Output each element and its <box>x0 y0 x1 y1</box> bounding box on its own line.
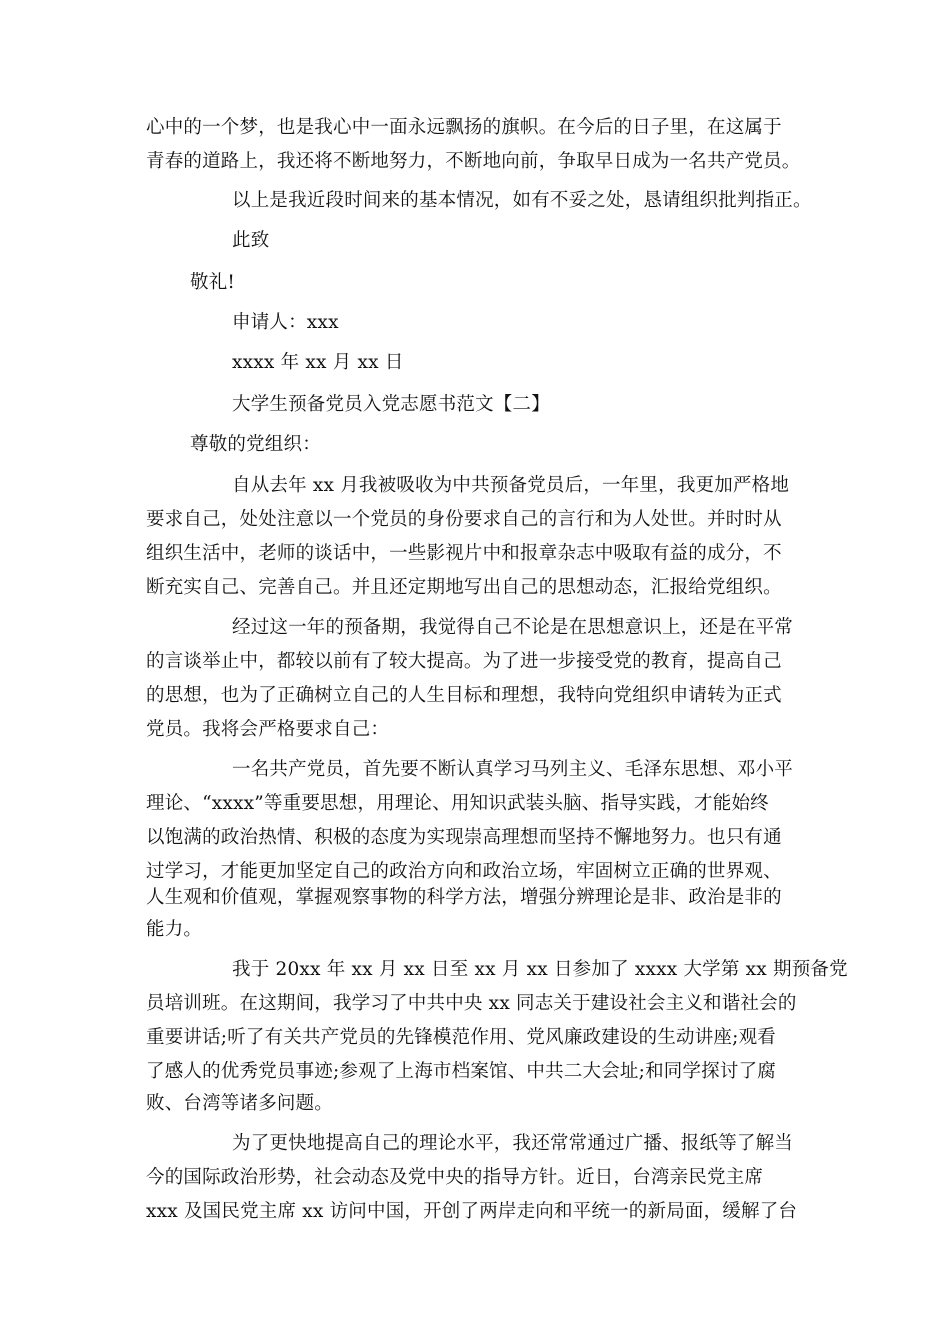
body-text-line: 能力。 <box>146 919 203 940</box>
body-text-line: 我于 20xx 年 xx 月 xx 日至 xx 月 xx 日参加了 xxxx 大学第 xx 期预备党 <box>232 959 848 980</box>
body-text-line: 自从去年 xx 月我被吸收为中共预备党员后，一年里，我更加严格地 <box>232 475 790 496</box>
salutation-line: 敬礼! <box>190 272 236 293</box>
body-text-line: 要求自己，处处注意以一个党员的身份要求自己的言行和为人处世。并时时从 <box>146 509 782 530</box>
body-text-line: 的思想，也为了正确树立自己的人生目标和理想，我特向党组织申请转为正式 <box>146 685 782 706</box>
section-heading: 大学生预备党员入党志愿书范文【二】 <box>232 394 550 415</box>
body-text-line: 断充实自己、完善自己。并且还定期地写出自己的思想动态，汇报给党组织。 <box>146 577 782 598</box>
body-text-line: xxx 及国民党主席 xx 访问中国，开创了两岸走向和平统一的新局面，缓解了台 <box>146 1201 798 1222</box>
body-text-line: 理论、“xxxx”等重要思想，用理论、用知识武装头脑、指导实践，才能始终 <box>146 793 769 814</box>
body-text-line: 今的国际政治形势，社会动态及党中央的指导方针。近日，台湾亲民党主席 <box>146 1167 764 1188</box>
body-text-line: 的言谈举止中，都较以前有了较大提高。为了进一步接受党的教育，提高自己 <box>146 651 782 672</box>
applicant-line: 申请人：xxx <box>232 312 339 333</box>
body-text-line: 为了更快地提高自己的理论水平，我还常常通过广播、报纸等了解当 <box>232 1133 794 1154</box>
body-text-line: 以饱满的政治热情、积极的态度为实现崇高理想而坚持不懈地努力。也只有通 <box>146 827 782 848</box>
greeting-line: 尊敬的党组织： <box>190 434 321 455</box>
date-line: xxxx 年 xx 月 xx 日 <box>232 352 404 373</box>
salutation-line: 此致 <box>232 230 270 251</box>
body-text-line: 员培训班。在这期间，我学习了中共中央 xx 同志关于建设社会主义和谐社会的 <box>146 993 797 1014</box>
body-text-line: 心中的一个梦，也是我心中一面永远飘扬的旗帜。在今后的日子里，在这属于 <box>146 117 782 138</box>
body-text-line: 人生观和价值观，掌握观察事物的科学方法，增强分辨理论是非、政治是非的 <box>146 887 782 908</box>
body-text-line: 青春的道路上，我还将不断地努力，不断地向前，争取早日成为一名共产党员。 <box>146 151 801 172</box>
body-text-line: 一名共产党员，首先要不断认真学习马列主义、毛泽东思想、邓小平 <box>232 759 794 780</box>
body-text-line: 了感人的优秀党员事迹;参观了上海市档案馆、中共二大会址;和同学探讨了腐 <box>146 1061 776 1082</box>
body-text-line: 过学习，才能更加坚定自己的政治方向和政治立场，牢固树立正确的世界观、 <box>146 861 782 882</box>
body-text-line: 党员。我将会严格要求自己： <box>146 719 390 740</box>
body-text-line: 败、台湾等诸多问题。 <box>146 1093 334 1114</box>
body-text-line: 以上是我近段时间来的基本情况，如有不妥之处，恳请组织批判指正。 <box>232 190 812 211</box>
body-text-line: 重要讲话;听了有关共产党员的先锋模范作用、党风廉政建设的生动讲座;观看 <box>146 1027 776 1048</box>
body-text-line: 经过这一年的预备期，我觉得自己不论是在思想意识上，还是在平常 <box>232 617 794 638</box>
body-text-line: 组织生活中，老师的谈话中，一些影视片中和报章杂志中吸取有益的成分，不 <box>146 543 782 564</box>
